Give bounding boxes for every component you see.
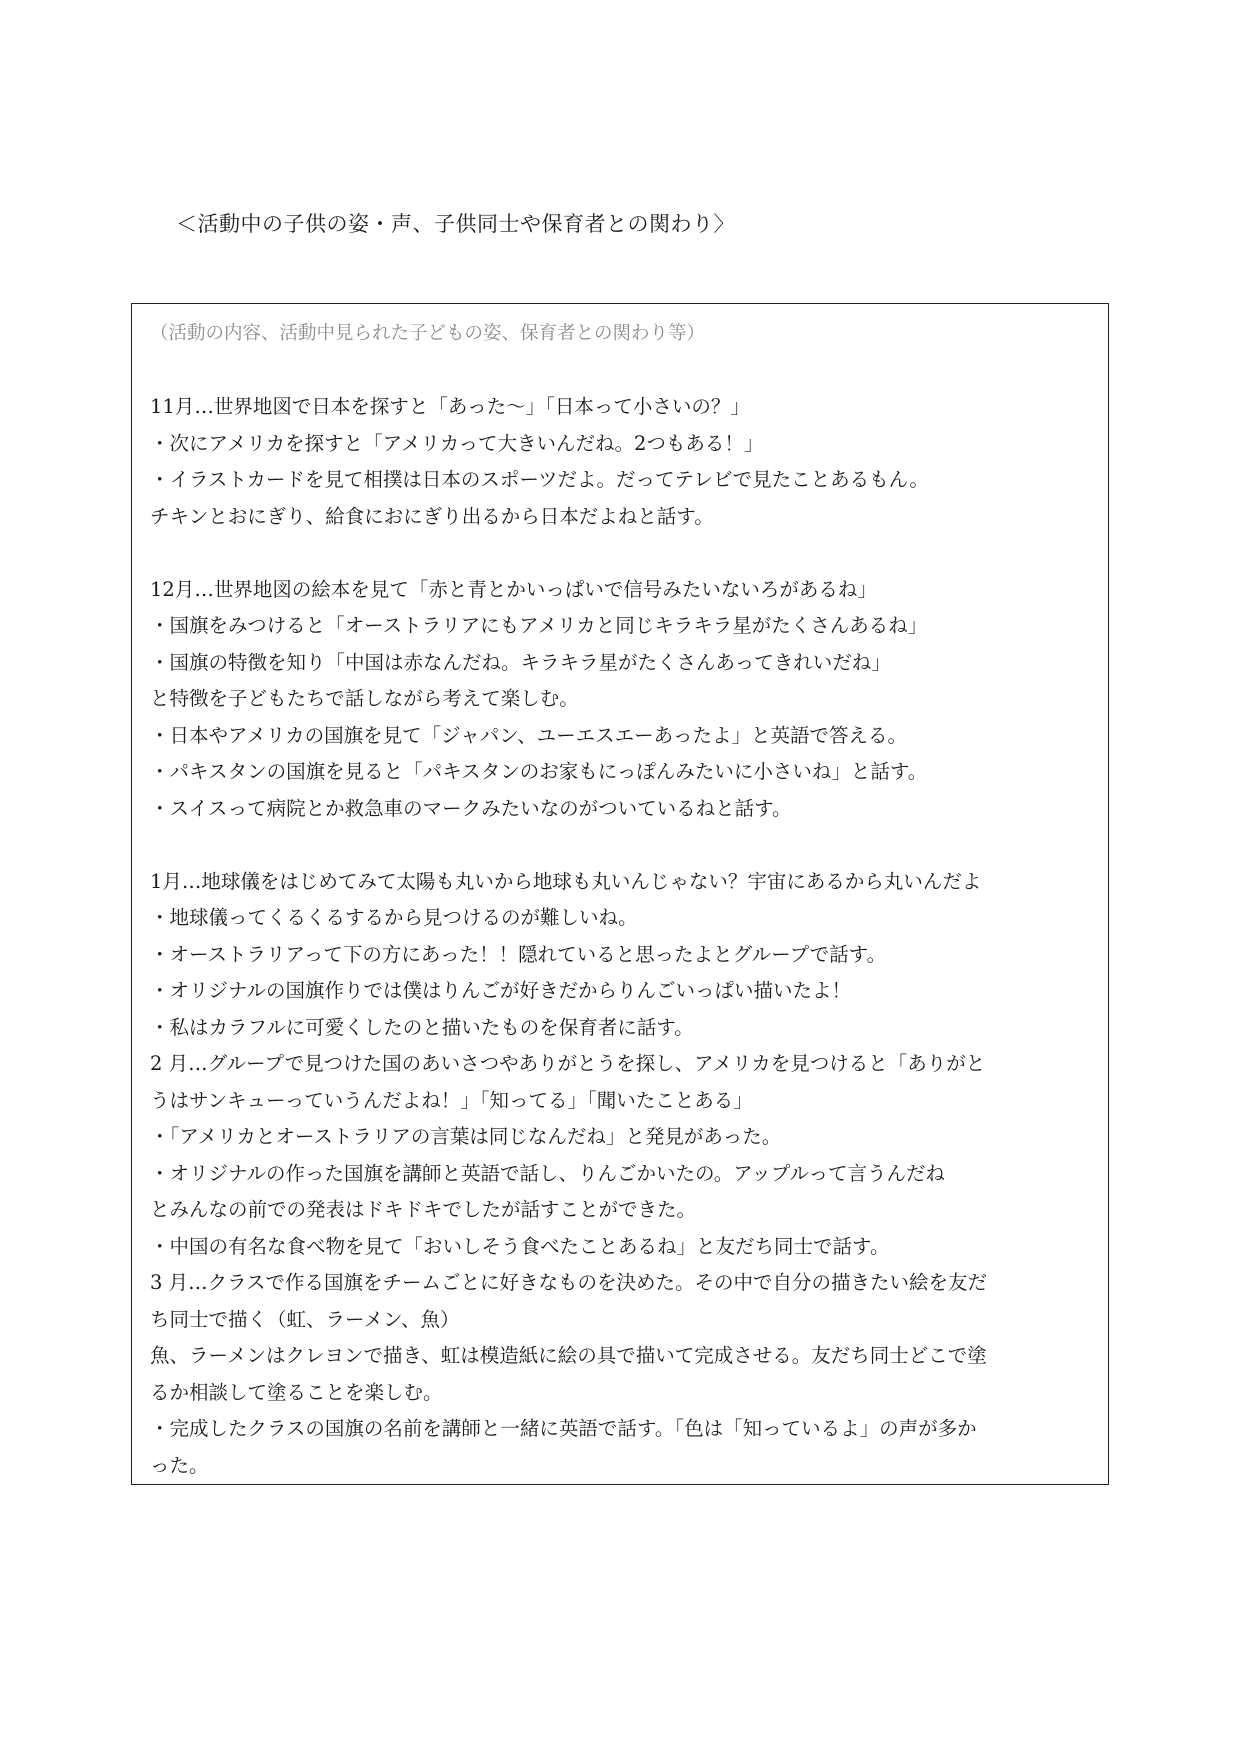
record-line: ・日本やアメリカの国旗を見て「ジャパン、ユーエスエーあったよ」と英語で答える。 xyxy=(150,723,907,747)
record-line: ・地球儀ってくるくるするから見つけるのが難しいね。 xyxy=(150,906,638,929)
record-line: ・完成したクラスの国旗の名前を講師と一緒に英語で話す。「色は「知っているよ」の声が多か xyxy=(150,1417,977,1440)
record-line: ・パキスタンの国旗を見ると「パキスタンのお家もにっぽんみたいに小さいね」と話す。 xyxy=(150,760,928,783)
record-line: 11月…世界地図で日本を探すと「あった～」「日本って小さいの？」 xyxy=(150,395,750,418)
record-line: 3 月…クラスで作る国旗をチームごとに好きなものを決めた。その中で自分の描きたい絵を友だ xyxy=(150,1271,988,1294)
record-line: るか相談して塗ることを楽しむ。 xyxy=(150,1380,443,1404)
record-line: ・私はカラフルに可愛くしたのと描いたものを保育者に話す。 xyxy=(150,1015,694,1039)
blank-line xyxy=(150,827,1094,864)
record-line: うはサンキューっていうんだよね！」「知ってる」「聞いたことある」 xyxy=(150,1088,753,1112)
activity-record-box xyxy=(131,303,1109,1485)
record-line: ・オーストラリアって下の方にあった！！隠れていると思ったよとグループで話す。 xyxy=(150,942,887,966)
record-line: 魚、ラーメンはクレヨンで描き、虹は模造紙に絵の具で描いて完成させる。友だち同士どこで塗 xyxy=(150,1344,987,1367)
record-line: ・オリジナルの国旗作りでは僕はりんごが好きだからりんごいっぱい描いたよ！ xyxy=(150,979,852,1002)
activity-record-content xyxy=(150,316,1094,1484)
placeholder-hint: （活動の内容、活動中見られた子どもの姿、保育者との関わり等） xyxy=(150,323,706,344)
record-line: った。 xyxy=(150,1453,209,1477)
record-line: 2 月…グループで見つけた国のあいさつやありがとうを探し、アメリカを見つけると「ありがと xyxy=(150,1052,986,1075)
record-line: ・スイスって病院とか救急車のマークみたいなのがついているねと話す。 xyxy=(150,796,792,820)
blank-line xyxy=(150,353,1094,390)
record-line: ・次にアメリカを探すと「アメリカって大きいんだね。2つもある！」 xyxy=(150,431,764,455)
record-line: ・イラストカードを見て相撲は日本のスポーツだよ。だってテレビで見たことあるもん。 xyxy=(150,468,929,491)
record-line: ・中国の有名な食べ物を見て「おいしそう食べたことあるね」と友だち同士で話す。 xyxy=(150,1234,890,1258)
record-line: ・「アメリカとオーストラリアの言葉は同じなんだね」と発見があった。 xyxy=(150,1125,782,1148)
record-line: ・国旗をみつけると「オーストラリアにもアメリカと同じキラキラ星がたくさんあるね」 xyxy=(150,614,928,637)
record-line: 12月…世界地図の絵本を見て「赤と青とかいっぱいで信号みたいないろがあるね」 xyxy=(150,577,877,601)
record-line: チキンとおにぎり、給食におにぎり出るから日本だよねと話す。 xyxy=(150,504,714,528)
record-line: ち同士で描く（虹、ラーメン、魚） xyxy=(150,1307,460,1331)
record-line: ・国旗の特徴を知り「中国は赤なんだね。キラキラ星がたくさんあってきれいだね」 xyxy=(150,650,891,674)
record-line: とみんなの前での発表はドキドキでしたが話すことができた。 xyxy=(150,1198,697,1221)
record-line: と特徴を子どもたちで話しながら考えて楽しむ。 xyxy=(150,687,579,710)
blank-line xyxy=(150,535,1094,572)
record-line: ・オリジナルの作った国旗を講師と英語で話し、りんごかいたの。アップルって言うんだね xyxy=(150,1161,946,1185)
record-line: 1月…地球儀をはじめてみて太陽も丸いから地球も丸いんじゃない？宇宙にあるから丸いんだよ xyxy=(150,869,982,893)
section-heading: ＜活動中の子供の姿・声、子供同士や保育者との関わり〉 xyxy=(176,212,735,236)
